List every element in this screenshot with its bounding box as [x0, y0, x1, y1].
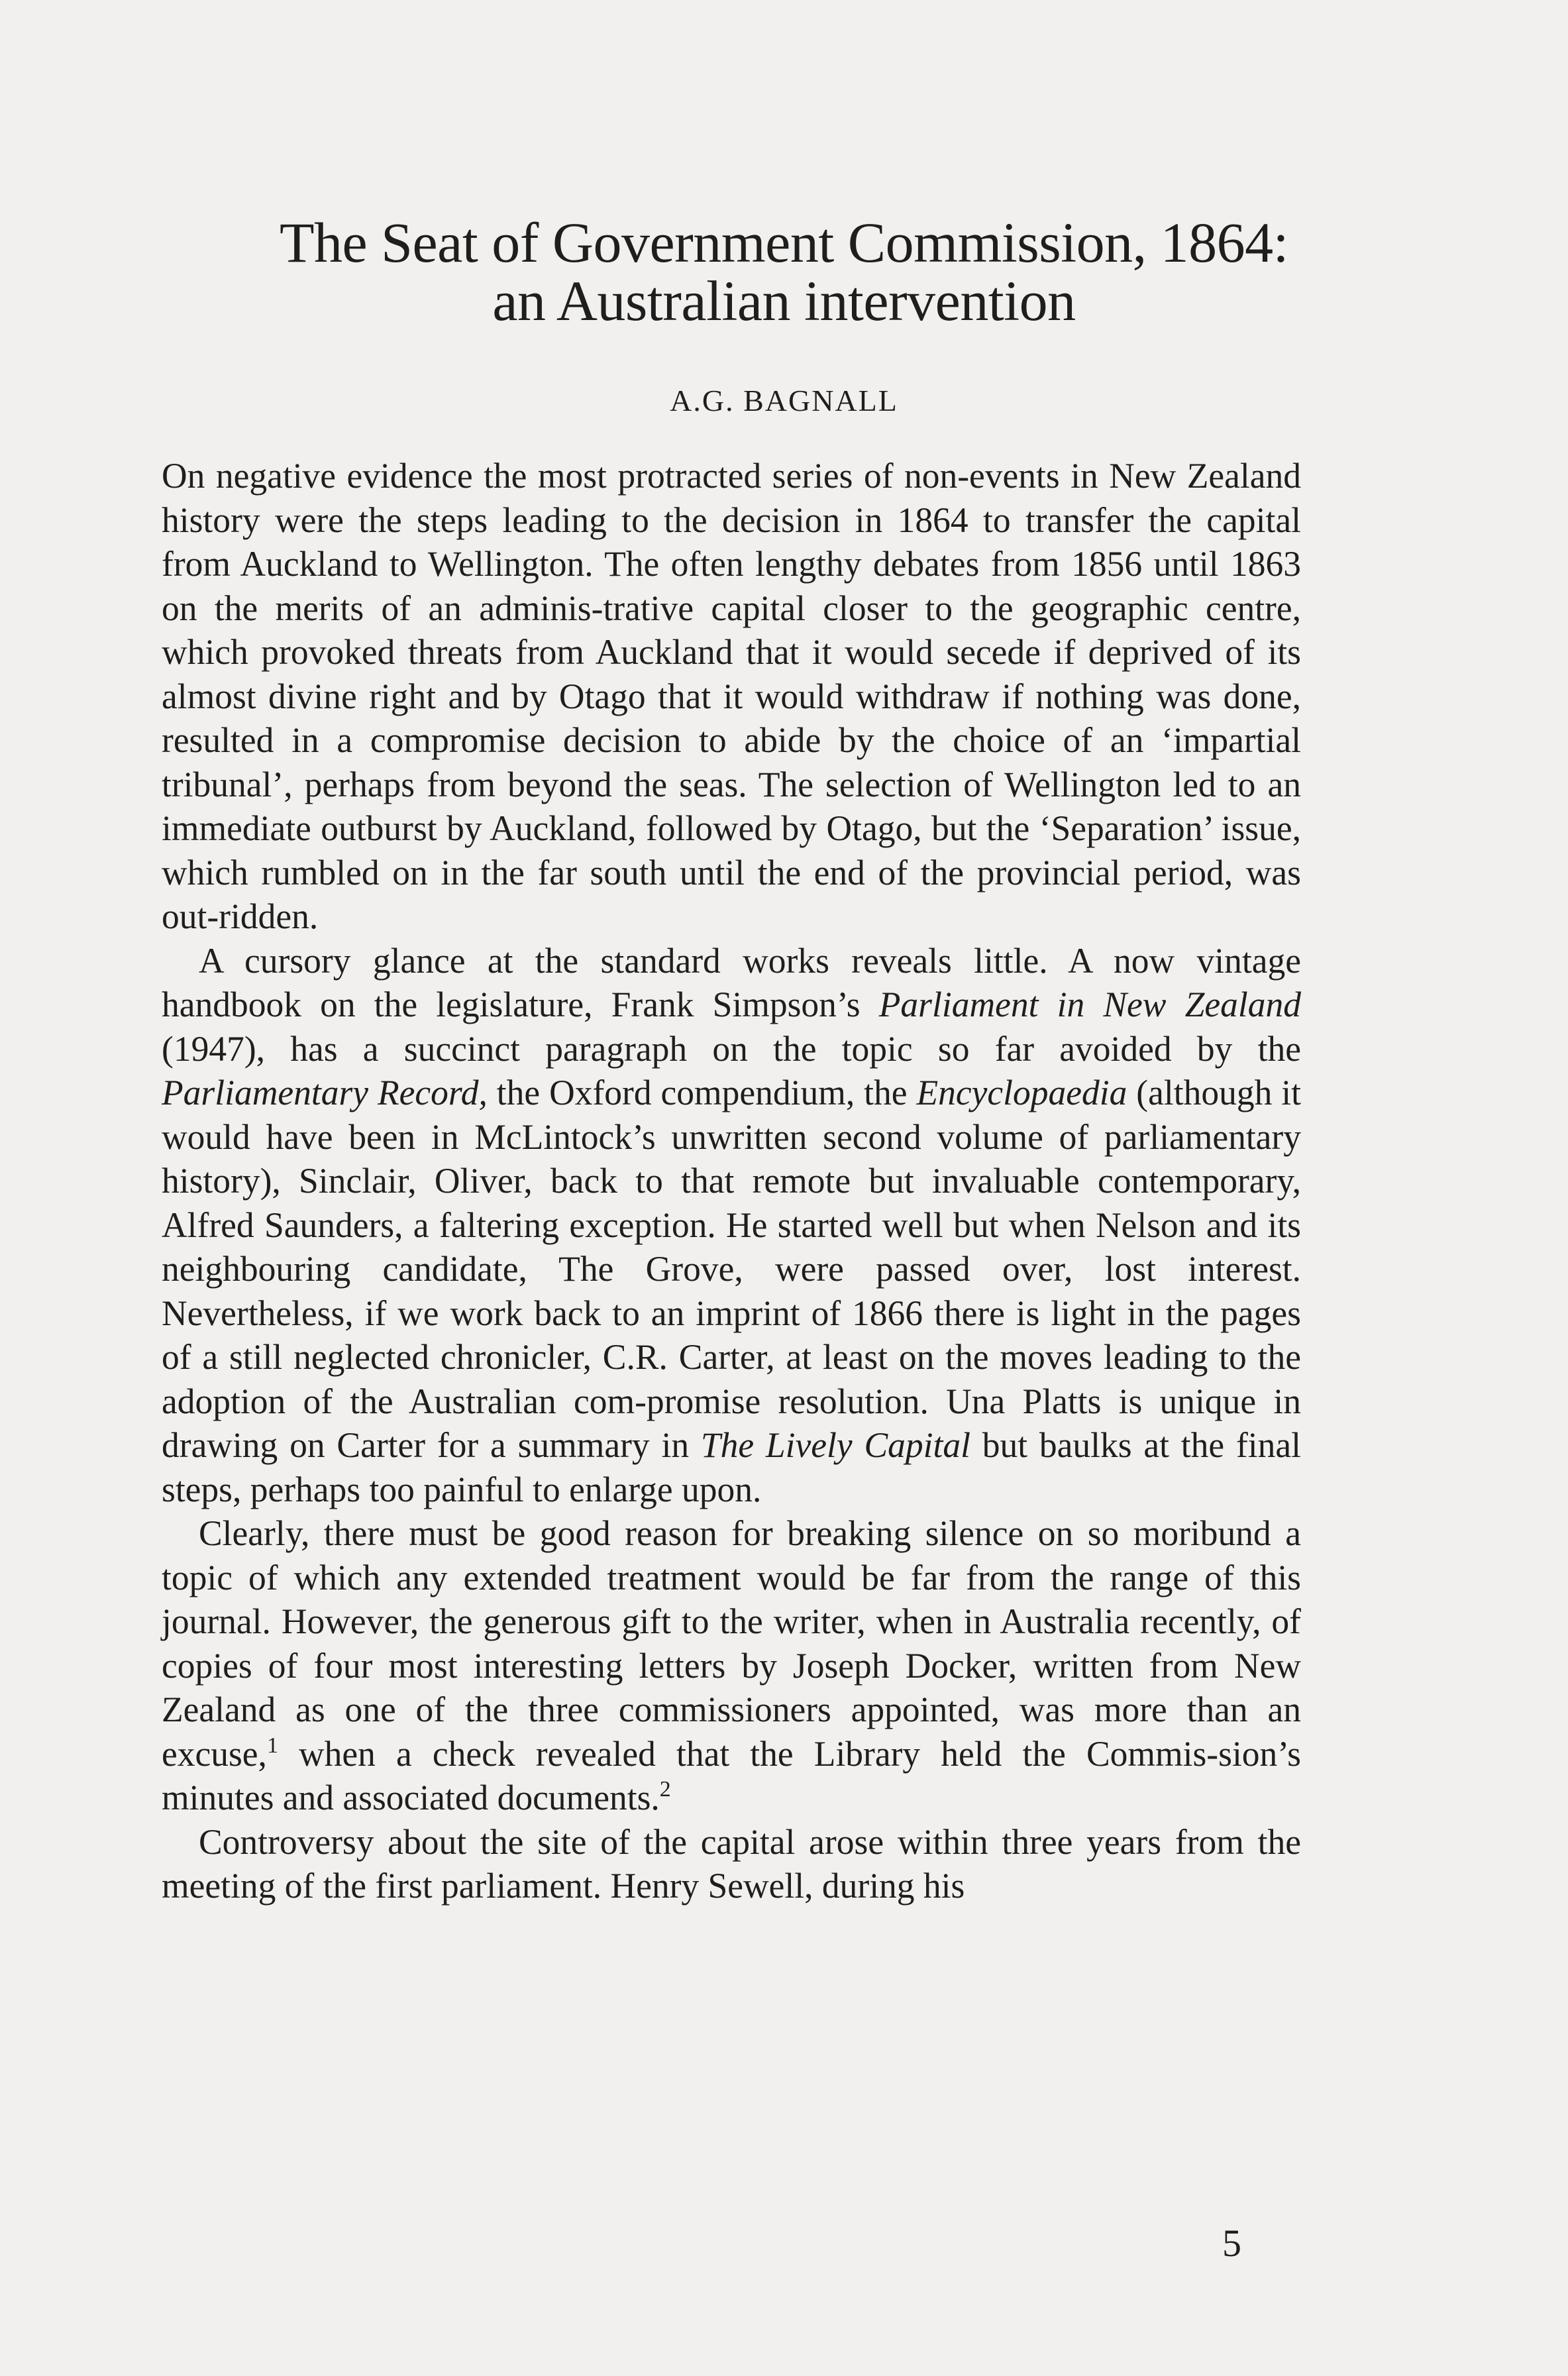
article-body	[162, 454, 1301, 1908]
paragraph-2-text: but baulks at the final steps, perhaps too painful to enlarge upon.	[162, 1425, 1301, 1509]
article-title-line-2: an Australian intervention	[492, 269, 1076, 333]
paragraph-3-text: when a check revealed that the Library held the Commis-sion’s minutes and associated documents.	[162, 1733, 1301, 1817]
paragraph-1: On negative evidence the most protracted series of non-events in New Zealand history were the steps leading to the decision in 1864 to transfer the capital from Auckland to Wellington. The often lengthy debates from 1856 until 1863 on the merits of an adminis-trative capital closer to the geographic centre, which provoked threats from Auckland that it would secede if deprived of its almost divine right and by Otago that it would withdraw if nothing was done, resulted in a compromise decision to abide by the choice of an ‘impartial tribunal’, perhaps from beyond the seas. The selection of Wellington led to an immediate outburst by Auckland, followed by Otago, but the ‘Separation’ issue, which rumbled on in the far south until the end of the provincial period, was out-ridden.	[162, 456, 1301, 936]
footnote-ref-1[interactable]: 1	[266, 1733, 278, 1758]
paragraph-3-text: Clearly, there must be good reason for breaking silence on so moribund a topic of which any extended treatment would be far from the range of this journal. However, the generous gift to the writer, when in Australia recently, of copies of four most interesting letters by Joseph Docker, written from New Zealand as one of the three commissioners appointed, was more than an excuse,	[162, 1513, 1301, 1774]
paragraph-2-text: (1947), has a succinct paragraph on the topic so far avoided by the	[162, 1028, 1301, 1069]
book-title-lively-capital: The Lively Capital	[700, 1425, 970, 1465]
footnote-ref-2[interactable]: 2	[659, 1777, 671, 1802]
book-title-parliament-in-nz: Parliament in New Zealand	[878, 985, 1301, 1024]
book-title-parliamentary-record: Parliamentary Record,	[162, 1073, 488, 1112]
article-author: A.G. BAGNALL	[670, 384, 898, 417]
paragraph-2-text: (although it would have been in McLintock’s unwritten second volume of parliamentary history), Sinclair, Oliver, back to that remote but invaluable contemporary, Alfred Saunders, a faltering exception. He started well but when Nelson and its neighbouring candidate, The Grove, were passed over, lost interest. Nevertheless, if we work back to an imprint of 1866 there is light in the pages of a still neglected chronicler, C.R. Carter, at least on the moves leading to the adoption of the Australian com-promise resolution. Una Platts is unique in drawing on Carter for a summary in	[162, 1073, 1302, 1465]
article-title-line-1: The Seat of Government Commission, 1864:	[279, 211, 1289, 274]
paragraph-2-text: A cursory glance at the standard works reveals little. A now vintage handbook on the legislature, Frank Simpson’s	[162, 940, 1301, 1024]
paragraph-4: Controversy about the site of the capital arose within three years from the meeting of the first parliament. Henry Sewell, during his	[162, 1821, 1301, 1906]
page-number: 5	[1222, 2222, 1241, 2265]
paragraph-2	[162, 939, 1301, 1512]
paragraph-2-text: the Oxford compendium, the	[487, 1073, 917, 1112]
paragraph-3	[162, 1511, 1301, 1820]
book-title-encyclopaedia: Encyclopaedia	[916, 1073, 1127, 1112]
